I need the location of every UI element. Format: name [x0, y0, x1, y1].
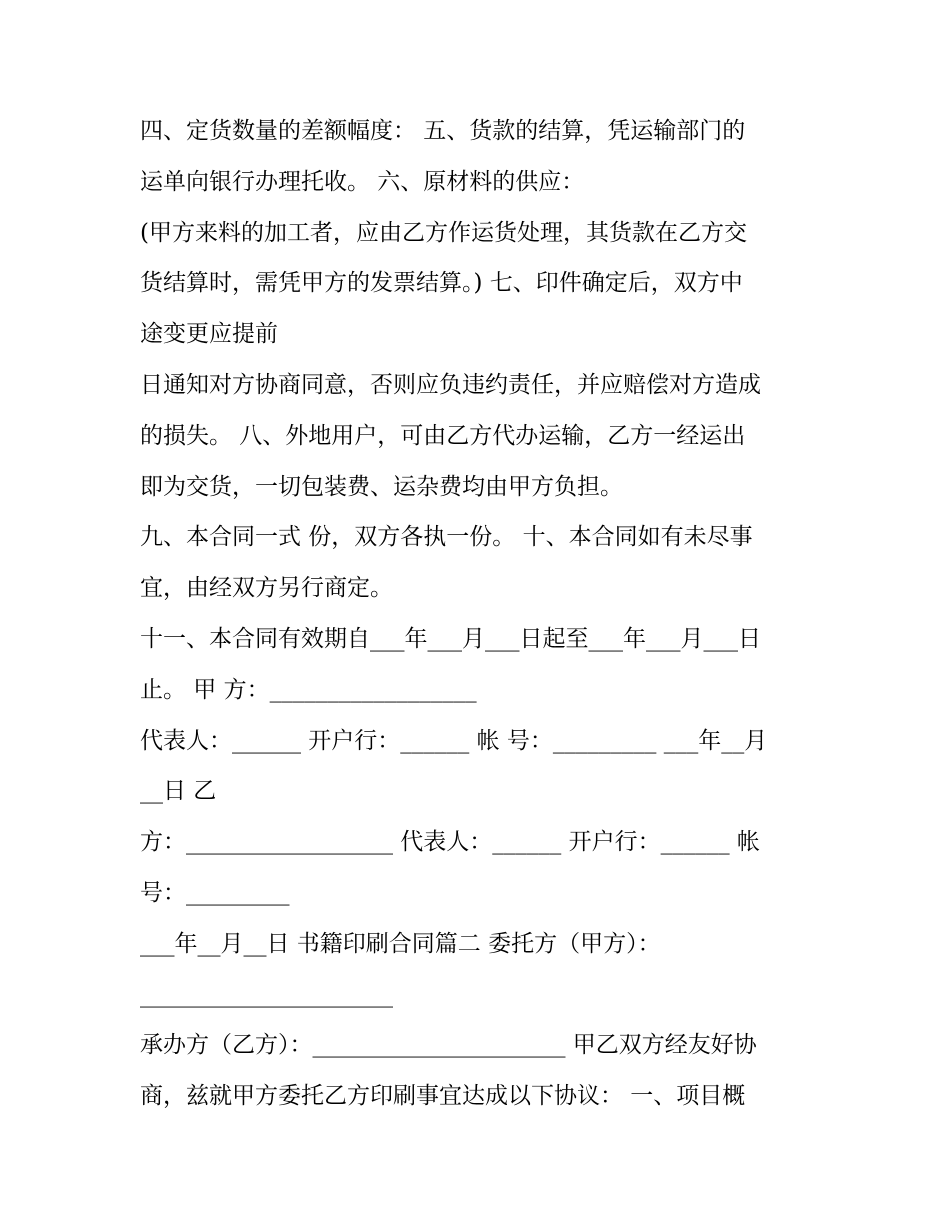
text-line: ______________________ [140, 981, 393, 1008]
text-line: 的损失。 八、外地用户，可由乙方代办运输，乙方一经运出 [140, 422, 746, 449]
text-line: 途变更应提前 [140, 321, 278, 348]
contract-text [140, 106, 820, 1122]
text-line: 即为交货，一切包装费、运杂费均由甲方负担。 [140, 473, 623, 500]
text-line: 四、定货数量的差额幅度： 五、货款的结算，凭运输部门的 [140, 118, 746, 144]
text-line: ___年__月__日 书籍印刷合同篇二 委托方（甲方）： [140, 930, 661, 957]
text-line: __日 乙 [140, 778, 217, 805]
text-line: 九、本合同一式 份，双方各执一份。 十、本合同如有未尽事 [140, 524, 753, 551]
text-line: 日通知对方协商同意，否则应负违约责任，并应赔偿对方造成 [140, 371, 761, 398]
text-line: (甲方来料的加工者，应由乙方作运货处理，其货款在乙方交 [140, 219, 747, 246]
text-line: 宜，由经双方另行商定。 [140, 575, 393, 602]
text-line: 运单向银行办理托收。 六、原材料的供应： [140, 168, 585, 195]
text-line: 商，兹就甲方委托乙方印刷事宜达成以下协议： 一、项目概 [140, 1083, 746, 1110]
text-line: 承办方（乙方）：______________________ 甲乙双方经友好协 [140, 1032, 757, 1059]
text-line: 货结算时，需凭甲方的发票结算。) 七、印件确定后，双方中 [140, 270, 743, 297]
text-line: 止。 甲 方：__________________ [140, 676, 477, 703]
text-line: 代表人：______ 开户行：______ 帐 号：_________ ___年__月 [140, 727, 768, 754]
text-line: 方：__________________ 代表人：______ 开户行：______ 帐 [140, 829, 760, 856]
text-line: 十一、本合同有效期自___年___月___日起至___年___月___日 [140, 625, 761, 652]
text-line: 号：_________ [140, 879, 290, 906]
